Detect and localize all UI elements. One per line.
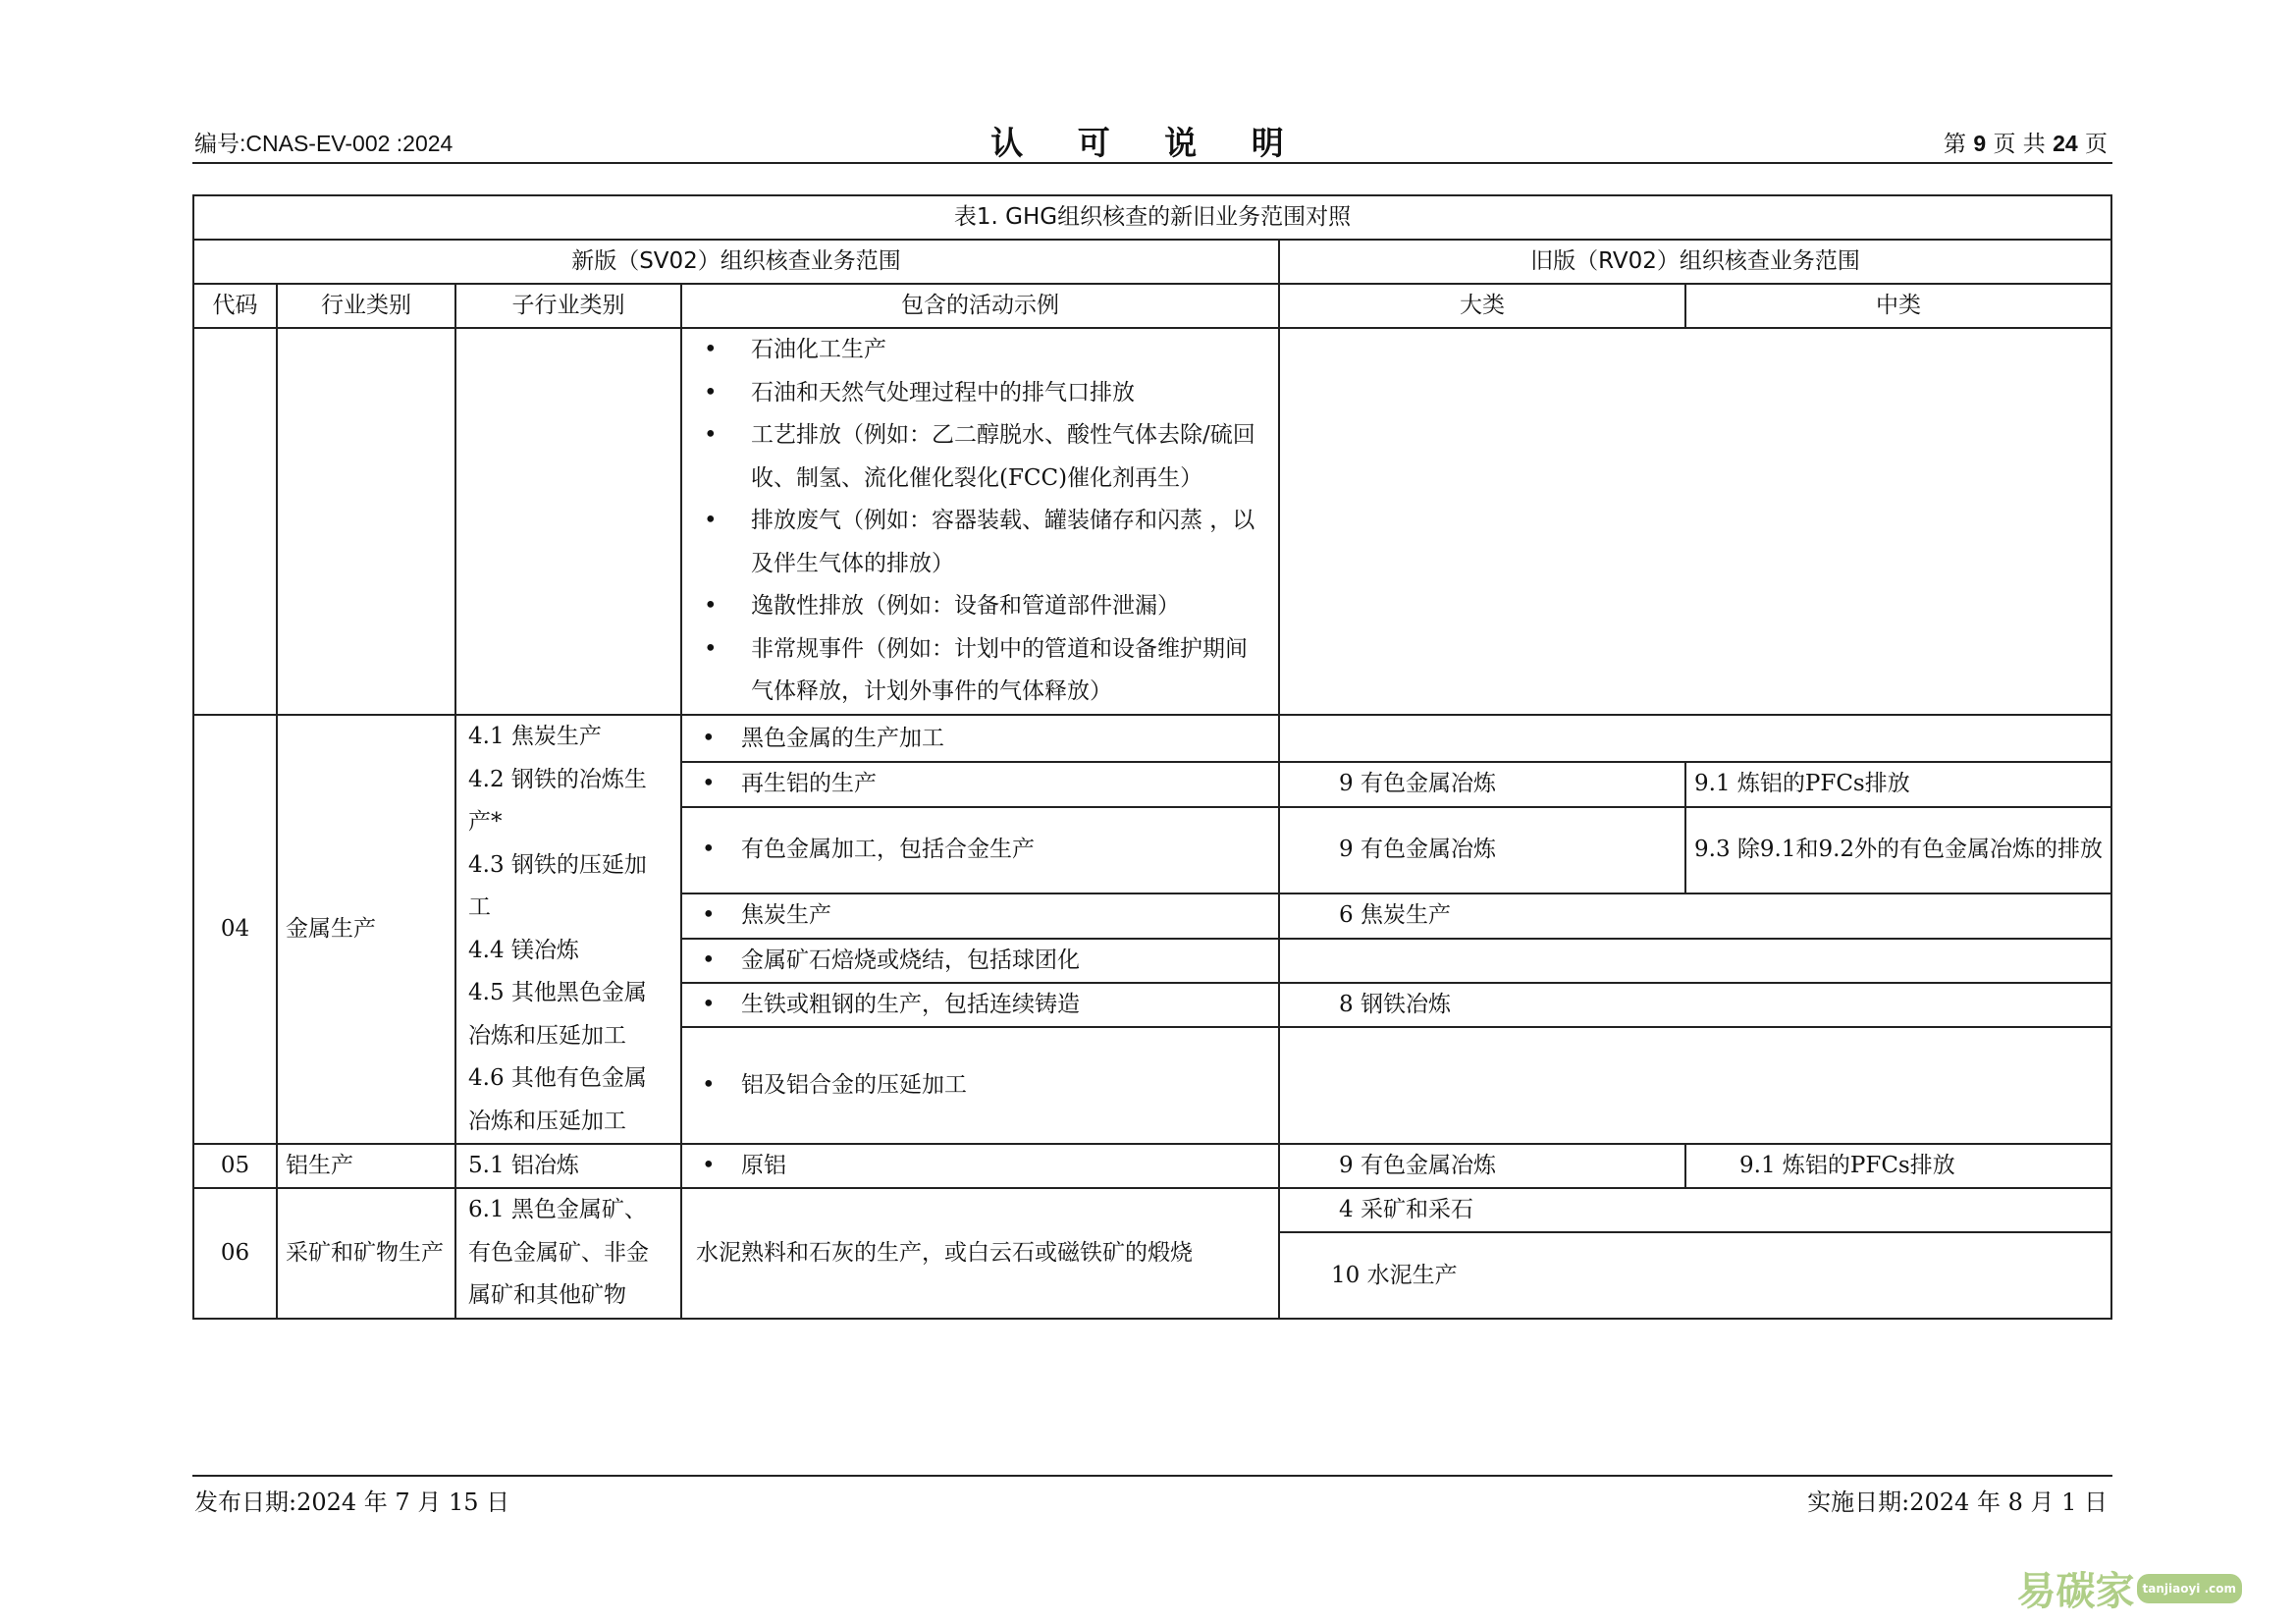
group-header-new: 新版（SV02）组织核查业务范围 <box>193 240 1279 284</box>
major-class: 9 有色金属冶炼 <box>1279 762 1685 806</box>
col-header-activities: 包含的活动示例 <box>681 284 1279 328</box>
industry-name: 铝生产 <box>277 1144 455 1188</box>
doc-title: 认 可 说 明 <box>990 124 1306 162</box>
middle-class: 9.1 炼铝的PFCs排放 <box>1685 1144 2111 1188</box>
subindustry-list: 4.1 焦炭生产 4.2 钢铁的冶炼生产* 4.3 钢铁的压延加工 4.4 镁冶炼 4.5 其他黑色金属冶炼和压延加工 4.6 其他有色金属冶炼和压延加工 <box>455 715 681 1144</box>
major-class: 10 水泥生产 <box>1279 1232 2111 1319</box>
activity-list <box>692 329 1262 714</box>
table-row <box>193 328 2111 715</box>
industry-code: 04 <box>193 715 277 1144</box>
industry-code: 06 <box>193 1188 277 1319</box>
table-row <box>193 1188 2111 1232</box>
activity-item: • 铝及铝合金的压延加工 <box>681 1027 1279 1144</box>
middle-class: 9.1 炼铝的PFCs排放 <box>1685 762 2111 806</box>
page-indicator: 第 9 页 共 24 页 <box>1944 131 2108 157</box>
col-header-subindustry: 子行业类别 <box>455 284 681 328</box>
scope-comparison-table <box>192 194 2112 1320</box>
subindustry-item: 5.1 铝冶炼 <box>455 1144 681 1188</box>
table-caption: 表1. GHG组织核查的新旧业务范围对照 <box>193 195 2111 240</box>
major-class: 4 采矿和采石 <box>1279 1188 2111 1232</box>
activity-item: • 再生铝的生产 <box>681 762 1279 806</box>
watermark-logo <box>2015 1560 2242 1616</box>
major-class: 9 有色金属冶炼 <box>1279 807 1685 894</box>
major-class: 6 焦炭生产 <box>1279 893 2111 938</box>
doc-number: 编号:CNAS-EV-002 :2024 <box>194 131 454 156</box>
group-header-old: 旧版（RV02）组织核查业务范围 <box>1279 240 2111 284</box>
activity-item: • 黑色金属的生产加工 <box>681 715 1279 762</box>
header-rule <box>192 162 2112 164</box>
watermark-domain: tanjiaoyi .com <box>2137 1574 2242 1603</box>
col-header-code: 代码 <box>193 284 277 328</box>
col-header-major: 大类 <box>1279 284 1685 328</box>
industry-code: 05 <box>193 1144 277 1188</box>
middle-class: 9.3 除9.1和9.2外的有色金属冶炼的排放 <box>1685 807 2111 894</box>
publish-date: 发布日期:2024 年 7 月 15 日 <box>194 1489 510 1516</box>
industry-name: 金属生产 <box>277 715 455 1144</box>
list-item: • 逸散性排放（例如：设备和管道部件泄漏） <box>751 585 1262 628</box>
subindustry-item: 6.1 黑色金属矿、有色金属矿、非金属矿和其他矿物 <box>455 1188 681 1319</box>
industry-name: 采矿和矿物生产 <box>277 1188 455 1319</box>
major-class: 9 有色金属冶炼 <box>1279 1144 1685 1188</box>
watermark-brand: 易碳家 <box>2016 1569 2135 1614</box>
footer-rule <box>192 1475 2112 1477</box>
table-row <box>193 715 2111 762</box>
list-item: • 石油化工生产 <box>751 329 1262 372</box>
list-item: • 工艺排放（例如：乙二醇脱水、酸性气体去除/硫回收、制氢、流化催化裂化(FCC)催化剂再生） <box>751 414 1262 500</box>
table-row <box>193 1144 2111 1188</box>
col-header-industry: 行业类别 <box>277 284 455 328</box>
activity-item: • 金属矿石焙烧或烧结，包括球团化 <box>681 939 1279 983</box>
major-class: 8 钢铁冶炼 <box>1279 983 2111 1027</box>
activity-item: • 原铝 <box>681 1144 1279 1188</box>
list-item: • 非常规事件（例如：计划中的管道和设备维护期间气体释放，计划外事件的气体释放） <box>751 628 1262 714</box>
activity-item: 水泥熟料和石灰的生产，或白云石或磁铁矿的煅烧 <box>681 1188 1279 1319</box>
col-header-middle: 中类 <box>1685 284 2111 328</box>
effective-date: 实施日期:2024 年 8 月 1 日 <box>1807 1489 2108 1516</box>
activity-item: • 生铁或粗钢的生产，包括连续铸造 <box>681 983 1279 1027</box>
list-item: • 石油和天然气处理过程中的排气口排放 <box>751 372 1262 415</box>
list-item: • 排放废气（例如：容器装载、罐装储存和闪蒸 ，以及伴生气体的排放） <box>751 500 1262 585</box>
activity-item: • 有色金属加工，包括合金生产 <box>681 807 1279 894</box>
activity-item: • 焦炭生产 <box>681 893 1279 938</box>
